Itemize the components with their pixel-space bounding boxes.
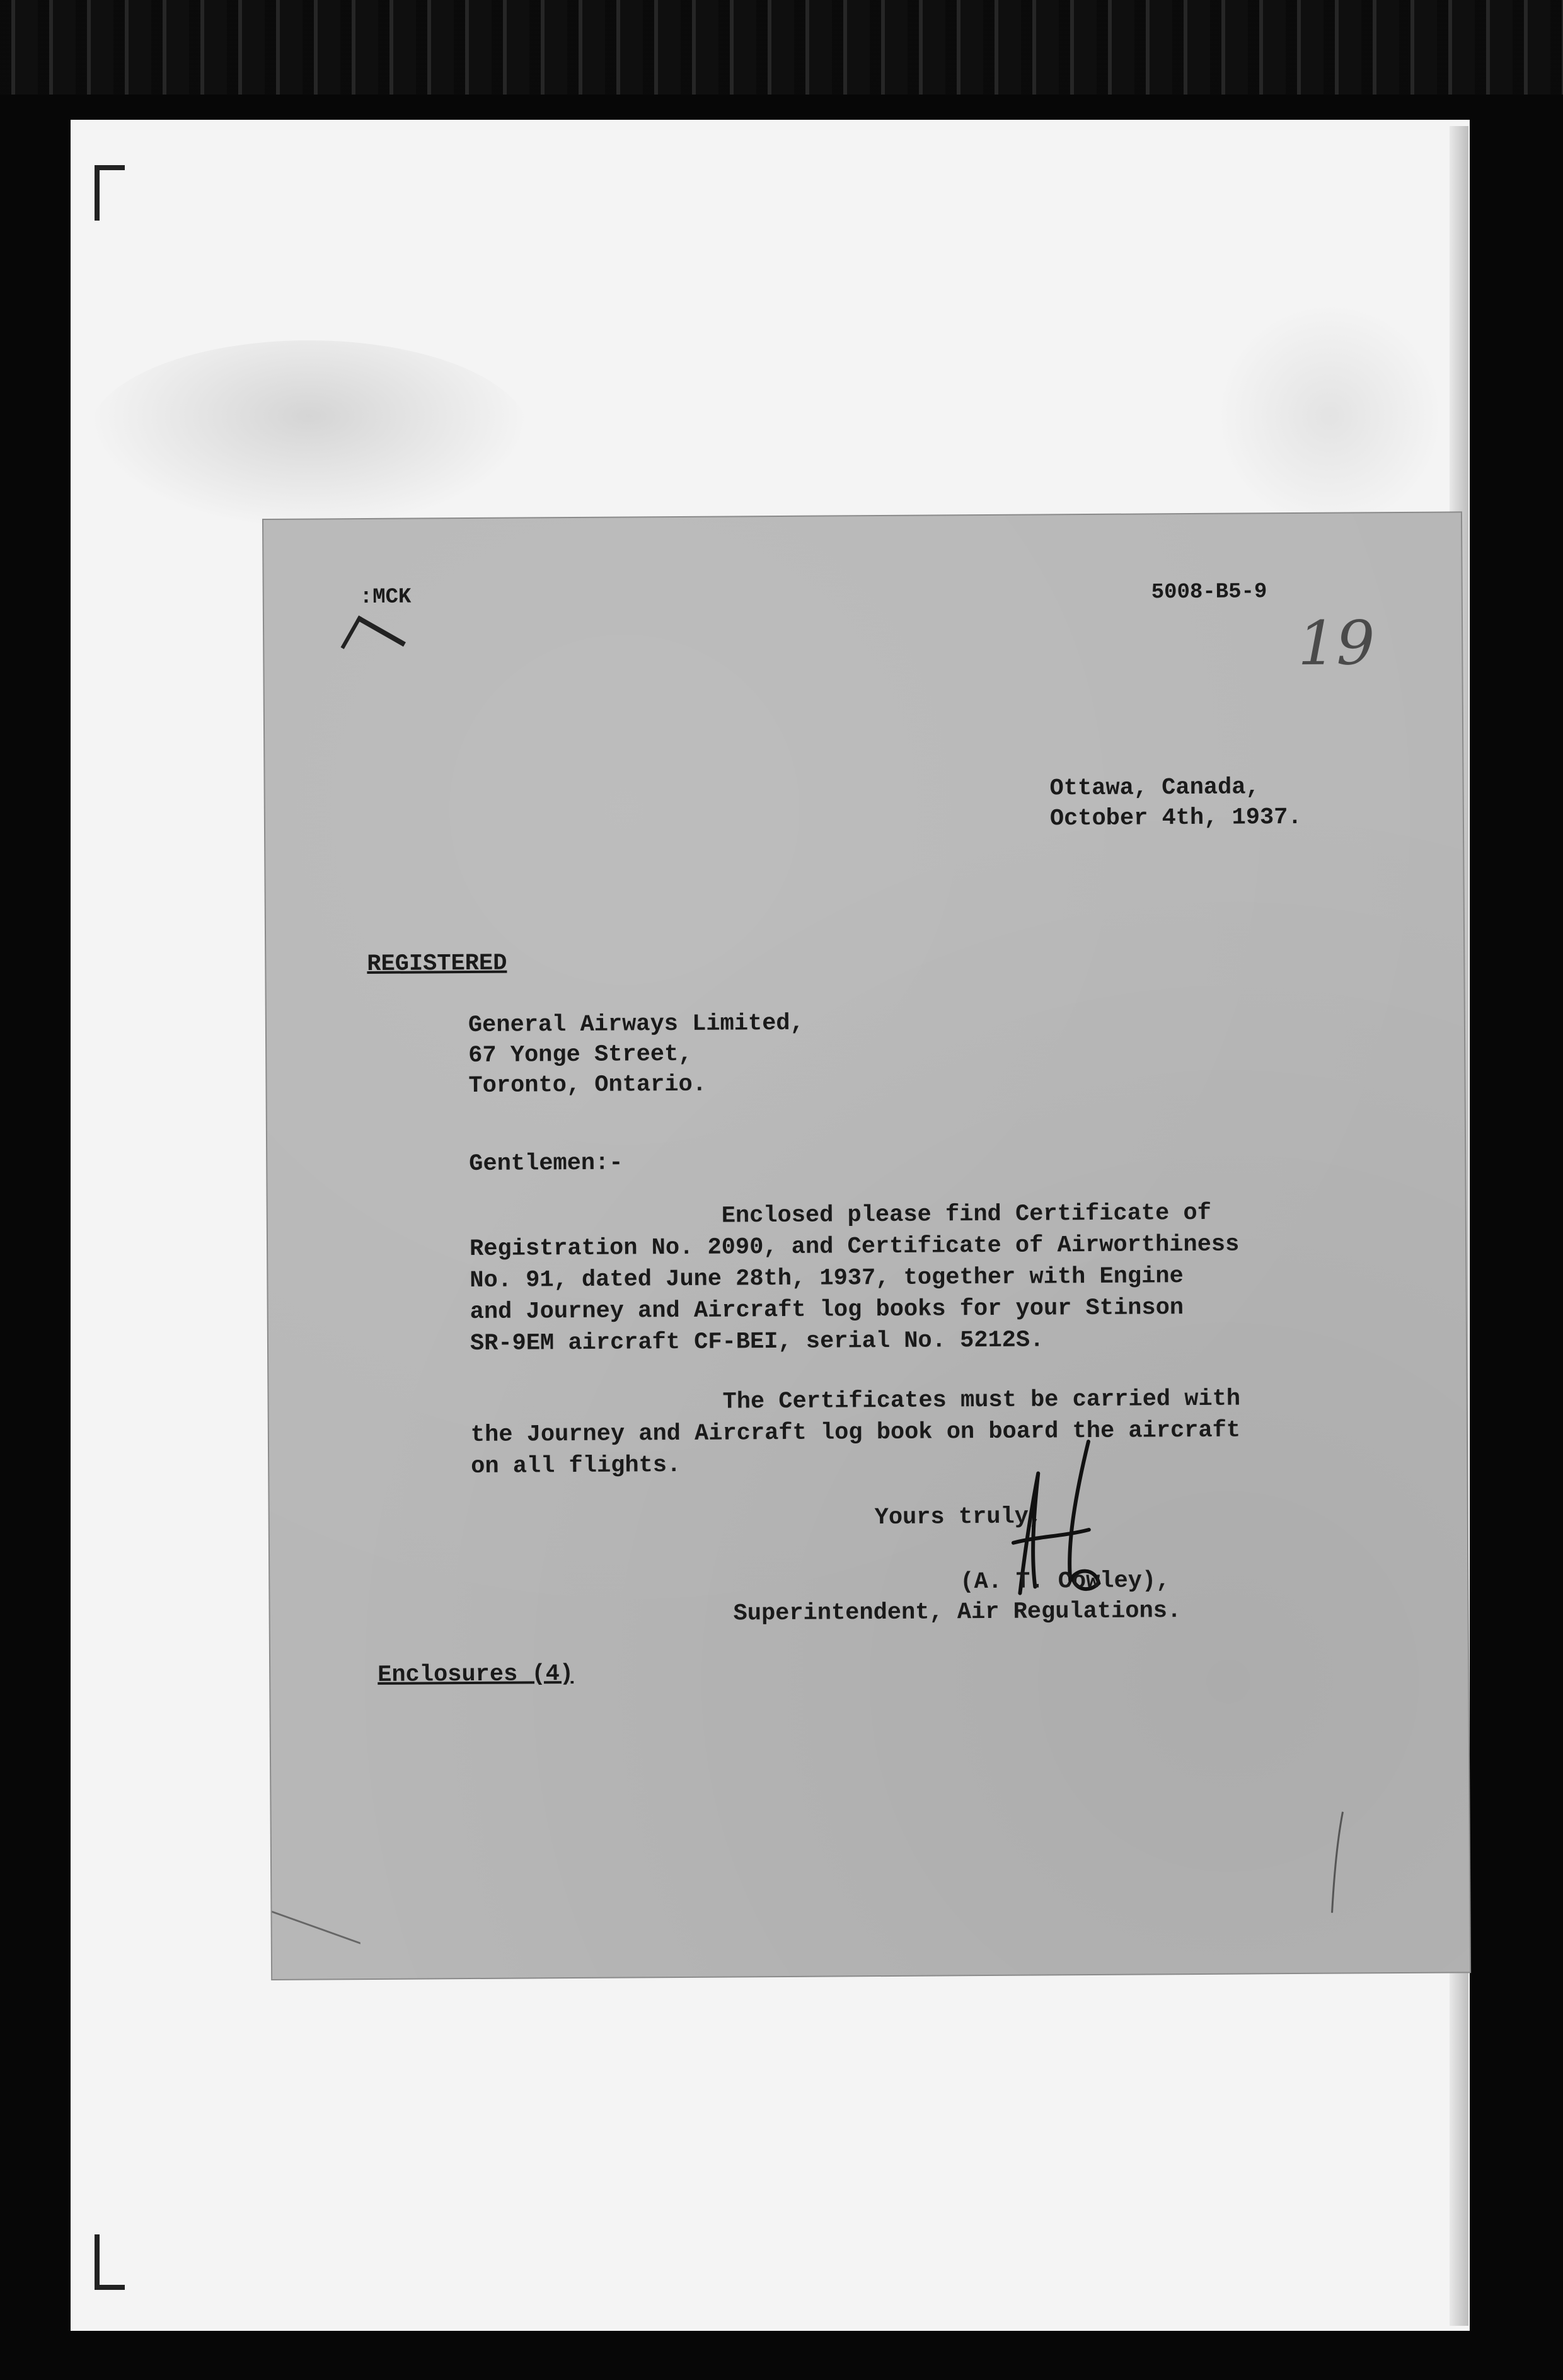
registered-heading: REGISTERED (367, 950, 507, 978)
date-line: October 4th, 1937. (1049, 804, 1302, 833)
folio-number: 19 (1297, 608, 1375, 679)
place-line: Ottawa, Canada, (1049, 774, 1260, 802)
body-line: on all flights. (471, 1452, 681, 1481)
reference-left: :MCK (359, 585, 412, 610)
crop-corner-mark (95, 165, 125, 221)
typed-letter (263, 512, 1470, 1979)
paper-crease-mark (1216, 303, 1443, 529)
crop-corner-mark (95, 2234, 125, 2290)
closing: Yours truly, (874, 1503, 1043, 1532)
address-line: General Airways Limited, (468, 1010, 804, 1039)
film-edge (0, 0, 1563, 95)
enclosures-note: Enclosures (4) (378, 1661, 574, 1689)
body-line: The Certificates must be carried with (722, 1385, 1241, 1416)
salutation: Gentlemen:- (469, 1150, 623, 1178)
punch-hole-mark (340, 615, 405, 674)
body-line: No. 91, dated June 28th, 1937, together with Engine (470, 1263, 1184, 1295)
body-line: and Journey and Aircraft log books for your Stinson (470, 1295, 1184, 1326)
reference-right: 5008-B5-9 (1151, 580, 1267, 605)
paper-crease-mark (88, 340, 529, 529)
address-line: 67 Yonge Street, (468, 1041, 693, 1070)
body-line: SR-9EM aircraft CF-BEI, serial No. 5212S. (470, 1327, 1044, 1358)
body-line: Registration No. 2090, and Certificate of Airworthiness (469, 1231, 1240, 1263)
body-line: Enclosed please find Certificate of (721, 1199, 1212, 1230)
signatory-name: (A. T. Cowley), (960, 1568, 1170, 1596)
pencil-mark (1317, 1805, 1356, 1919)
body-line: the Journey and Aircraft log book on board the aircraft (470, 1417, 1241, 1449)
signatory-title: Superintendent, Air Regulations. (733, 1598, 1182, 1627)
address-line: Toronto, Ontario. (468, 1071, 707, 1100)
